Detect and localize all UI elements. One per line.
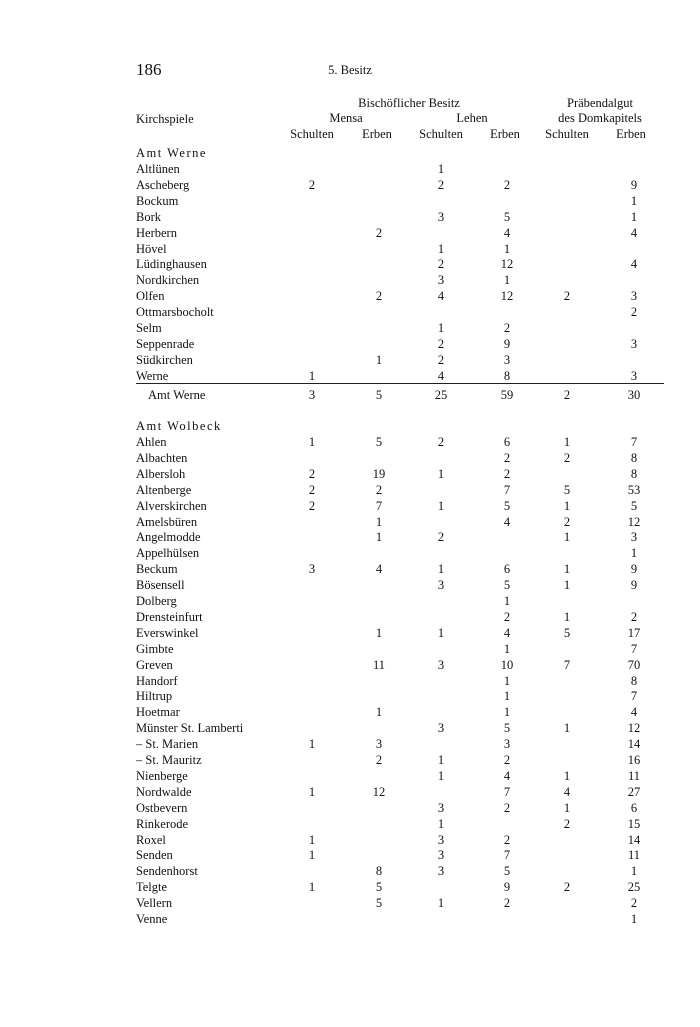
- table-cell: 4: [630, 705, 638, 720]
- table-cell: 1: [375, 705, 383, 720]
- header-mensa-erben: Erben: [362, 127, 392, 141]
- table-cell: 1: [503, 705, 511, 720]
- table-row: Lüdinghausen: [136, 257, 207, 272]
- table-cell: 1: [563, 435, 571, 449]
- table-row: Greven: [136, 657, 173, 672]
- table-cell: 2: [437, 530, 445, 545]
- header-domkapitel-schulten: Schulten: [545, 127, 589, 141]
- table-row: Rinkerode: [136, 816, 189, 831]
- table-cell: 1: [503, 673, 511, 688]
- table-cell: 4: [437, 368, 445, 383]
- table-cell: 10: [500, 657, 514, 672]
- table-cell: 3: [437, 848, 445, 863]
- table-cell: 1: [563, 578, 571, 593]
- table-cell: 3: [630, 336, 638, 351]
- table-cell: 9: [503, 880, 511, 895]
- table-row: Everswinkel: [136, 625, 199, 640]
- table-cell: 2: [503, 832, 511, 847]
- table-cell: 2: [308, 482, 316, 497]
- header-lehen-schulten: Schulten: [419, 127, 463, 141]
- table-cell: 3: [630, 289, 638, 304]
- table-cell: 4: [503, 514, 511, 529]
- table-cell: 3: [437, 864, 445, 879]
- table-cell: 9: [630, 177, 638, 192]
- table-cell: 7: [563, 657, 571, 672]
- table-cell: 1: [630, 864, 638, 879]
- table-cell: 2: [375, 753, 383, 767]
- table-row: Ascheberg: [136, 177, 190, 192]
- table-cell: 2: [563, 880, 571, 895]
- table-row: – St. Marien: [136, 737, 199, 752]
- table-cell: 2: [308, 498, 316, 513]
- table-cell: 1: [437, 896, 445, 911]
- table-cell: 25: [627, 880, 641, 895]
- table-cell: 3: [630, 368, 638, 383]
- table-cell: 1: [308, 832, 316, 847]
- table-cell: 12: [627, 721, 641, 736]
- table-cell: 1: [308, 368, 316, 383]
- table-row: Ostbevern: [136, 800, 188, 815]
- table-cell: 8: [503, 368, 511, 383]
- table-cell: 2: [563, 388, 571, 402]
- table-cell: 2: [503, 450, 511, 465]
- header-kirchspiele: Kirchspiele: [136, 112, 194, 126]
- header-domkapitel-erben: Erben: [616, 127, 646, 141]
- table-cell: 5: [503, 721, 511, 736]
- table-cell: 3: [437, 578, 445, 593]
- table-cell: 1: [437, 753, 445, 767]
- table-cell: 30: [627, 388, 641, 402]
- table-row: Nordkirchen: [136, 273, 200, 288]
- table-cell: 1: [563, 530, 571, 545]
- table-cell: 27: [627, 784, 641, 799]
- table-cell: 5: [503, 864, 511, 879]
- table-cell: 4: [630, 257, 638, 272]
- table-cell: 1: [308, 784, 316, 799]
- table-cell: 3: [308, 388, 316, 402]
- table-row: Appelhülsen: [136, 546, 200, 561]
- table-cell: 11: [627, 848, 641, 863]
- table-cell: 1: [308, 880, 316, 895]
- table-cell: 5: [375, 896, 383, 911]
- table-row: Herbern: [136, 225, 177, 240]
- table-cell: 17: [627, 625, 641, 640]
- table-cell: 3: [630, 530, 638, 545]
- table-cell: 3: [503, 352, 511, 367]
- table-row: Albachten: [136, 450, 188, 465]
- table-cell: 5: [375, 435, 383, 449]
- table-row: Ahlen: [136, 435, 167, 449]
- table-cell: 3: [437, 273, 445, 288]
- table-cell: 2: [563, 289, 571, 304]
- table-cell: 1: [563, 609, 571, 624]
- header-des-domkapitels: des Domkapitels: [558, 111, 642, 125]
- table-cell: 4: [563, 784, 571, 799]
- table-cell: 7: [503, 784, 511, 799]
- table-cell: 2: [375, 289, 383, 304]
- table-cell: 5: [563, 625, 571, 640]
- table-cell: 70: [627, 657, 641, 672]
- table-cell: 5: [503, 578, 511, 593]
- table-row: Vellern: [136, 896, 173, 911]
- table-cell: 7: [503, 848, 511, 863]
- table-cell: 7: [630, 435, 638, 449]
- table-cell: 1: [563, 768, 571, 783]
- table-cell: 4: [375, 562, 383, 577]
- table-row: Ottmarsbocholt: [136, 305, 214, 320]
- table-cell: 4: [503, 625, 511, 640]
- table-row: Hövel: [136, 241, 167, 256]
- table-row: Münster St. Lamberti: [136, 721, 244, 736]
- table-cell: 2: [375, 225, 383, 240]
- table-cell: 2: [437, 257, 445, 272]
- header-lehen: Lehen: [456, 111, 488, 125]
- table-cell: 1: [437, 625, 445, 640]
- table-row: – St. Mauritz: [136, 753, 202, 767]
- table-cell: 2: [308, 466, 316, 481]
- table-cell: 1: [308, 848, 316, 863]
- table-cell: 2: [503, 753, 511, 767]
- table-cell: 6: [630, 800, 638, 815]
- table-cell: 5: [375, 388, 383, 402]
- table-cell: 12: [500, 289, 514, 304]
- table-cell: 4: [503, 225, 511, 240]
- table-cell: 1: [630, 209, 638, 224]
- table-cell: 1: [437, 241, 445, 256]
- table-row: Senden: [136, 848, 173, 863]
- table-cell: 3: [503, 737, 511, 752]
- table-cell: 53: [627, 482, 641, 497]
- table-cell: 2: [563, 816, 571, 831]
- table-cell: 1: [503, 594, 511, 608]
- table-cell: 7: [375, 498, 383, 513]
- table-row: Selm: [136, 321, 162, 335]
- table-cell: 2: [503, 321, 511, 335]
- table-cell: 25: [434, 388, 448, 402]
- table-cell: 1: [437, 562, 445, 577]
- table-row: Südkirchen: [136, 352, 193, 367]
- table-cell: 2: [503, 896, 511, 911]
- table-cell: 12: [372, 784, 386, 799]
- table-cell: 12: [500, 257, 514, 272]
- table-cell: 59: [500, 388, 514, 402]
- table-cell: 14: [627, 832, 641, 847]
- header-mensa: Mensa: [329, 111, 363, 125]
- table-cell: 1: [630, 546, 638, 561]
- table-cell: 1: [630, 193, 638, 208]
- table-cell: 1: [503, 273, 511, 288]
- table-cell: 7: [630, 641, 638, 656]
- table-cell: 1: [437, 321, 445, 335]
- table-row: Bork: [136, 209, 161, 224]
- table-cell: 5: [630, 498, 638, 513]
- table-row: Handorf: [136, 673, 178, 688]
- table-cell: 2: [437, 435, 445, 449]
- table-cell: 1: [437, 466, 445, 481]
- header-lehen-erben: Erben: [490, 127, 520, 141]
- table-cell: 1: [503, 641, 511, 656]
- table-cell: 2: [563, 514, 571, 529]
- table-cell: 2: [437, 336, 445, 351]
- table-row: Bockum: [136, 193, 179, 208]
- table-cell: 5: [503, 498, 511, 513]
- table-row: Telgte: [136, 880, 168, 895]
- table-cell: 8: [630, 673, 638, 688]
- total-row: Amt Werne: [148, 388, 206, 402]
- table-cell: 8: [630, 450, 638, 465]
- table-cell: 3: [437, 721, 445, 736]
- table-row: Hiltrup: [136, 689, 173, 704]
- table-cell: 9: [503, 336, 511, 351]
- table-cell: 2: [437, 352, 445, 367]
- table-row: Hoetmar: [136, 705, 180, 720]
- table-cell: 2: [375, 482, 383, 497]
- table-cell: 14: [627, 737, 641, 752]
- table-row: Alverskirchen: [136, 498, 207, 513]
- table-cell: 4: [630, 225, 638, 240]
- table-cell: 1: [563, 562, 571, 577]
- table-cell: 7: [503, 482, 511, 497]
- table-cell: 2: [437, 177, 445, 192]
- table-cell: 12: [627, 514, 641, 529]
- table-cell: 1: [437, 498, 445, 513]
- table-row: Albersloh: [136, 466, 186, 481]
- total-rule: [136, 383, 664, 384]
- table-cell: 3: [437, 209, 445, 224]
- header-mensa-schulten: Schulten: [290, 127, 334, 141]
- table-cell: 2: [630, 305, 638, 320]
- table-cell: 19: [372, 466, 386, 481]
- table-cell: 3: [437, 832, 445, 847]
- table-cell: 3: [437, 800, 445, 815]
- table-cell: 8: [375, 864, 383, 879]
- table-cell: 9: [630, 578, 638, 593]
- table-row: Angelmodde: [136, 530, 201, 545]
- table-row: Gimbte: [136, 641, 174, 656]
- table-cell: 1: [503, 241, 511, 256]
- table-row: Sendenhorst: [136, 864, 198, 879]
- table-cell: 3: [375, 737, 383, 752]
- table-cell: 1: [308, 737, 316, 752]
- table-cell: 2: [563, 450, 571, 465]
- table-cell: 6: [503, 562, 511, 577]
- table-cell: 1: [563, 721, 571, 736]
- table-cell: 2: [630, 609, 638, 624]
- table-cell: 9: [630, 562, 638, 577]
- table-cell: 1: [563, 800, 571, 815]
- table-cell: 4: [437, 289, 445, 304]
- table-cell: 3: [437, 657, 445, 672]
- table-cell: 1: [375, 352, 383, 367]
- table-cell: 2: [503, 800, 511, 815]
- table-row: Seppenrade: [136, 336, 195, 351]
- table-cell: 1: [563, 498, 571, 513]
- table-row: Beckum: [136, 562, 178, 577]
- header-bischoflicher-besitz: Bischöflicher Besitz: [358, 96, 460, 110]
- table-row: Altenberge: [136, 482, 192, 497]
- table-cell: 1: [375, 625, 383, 640]
- table-cell: 2: [503, 177, 511, 192]
- table-cell: 1: [437, 816, 445, 831]
- table-row: Werne: [136, 368, 169, 383]
- table-cell: 2: [503, 466, 511, 481]
- header-praebendalgut: Präbendalgut: [567, 96, 633, 110]
- table-row: Nordwalde: [136, 784, 192, 799]
- table-cell: 8: [630, 466, 638, 481]
- table-row: Nienberge: [136, 768, 188, 783]
- table-cell: 1: [375, 530, 383, 545]
- table-cell: 1: [630, 912, 638, 926]
- table-cell: 11: [627, 768, 641, 783]
- table-cell: 1: [437, 162, 445, 176]
- table-cell: 1: [437, 768, 445, 783]
- table-cell: 5: [563, 482, 571, 497]
- table-cell: 2: [308, 177, 316, 192]
- table-cell: 6: [503, 435, 511, 449]
- table-cell: 7: [630, 689, 638, 704]
- table-row: Bösensell: [136, 578, 185, 593]
- page-number: 186: [136, 60, 162, 79]
- table-cell: 5: [375, 880, 383, 895]
- table-cell: 5: [503, 209, 511, 224]
- table-cell: 1: [375, 514, 383, 529]
- section-title: Amt Wolbeck: [136, 419, 222, 433]
- table-cell: 4: [503, 768, 511, 783]
- table-row: Altlünen: [136, 162, 180, 176]
- table-row: Olfen: [136, 289, 165, 304]
- table-cell: 1: [308, 435, 316, 449]
- table-row: Drensteinfurt: [136, 609, 203, 624]
- running-head: 5. Besitz: [328, 63, 372, 77]
- table-cell: 11: [372, 657, 386, 672]
- table-cell: 16: [627, 753, 641, 767]
- table-row: Roxel: [136, 832, 166, 847]
- table-row: Amelsbüren: [136, 514, 198, 529]
- table-cell: 1: [503, 689, 511, 704]
- section-title: Amt Werne: [136, 146, 207, 160]
- table-cell: 2: [503, 609, 511, 624]
- table-row: Dolberg: [136, 594, 177, 608]
- table-cell: 15: [627, 816, 641, 831]
- table-row: Venne: [136, 912, 168, 926]
- table-cell: 3: [308, 562, 316, 577]
- table-cell: 2: [630, 896, 638, 911]
